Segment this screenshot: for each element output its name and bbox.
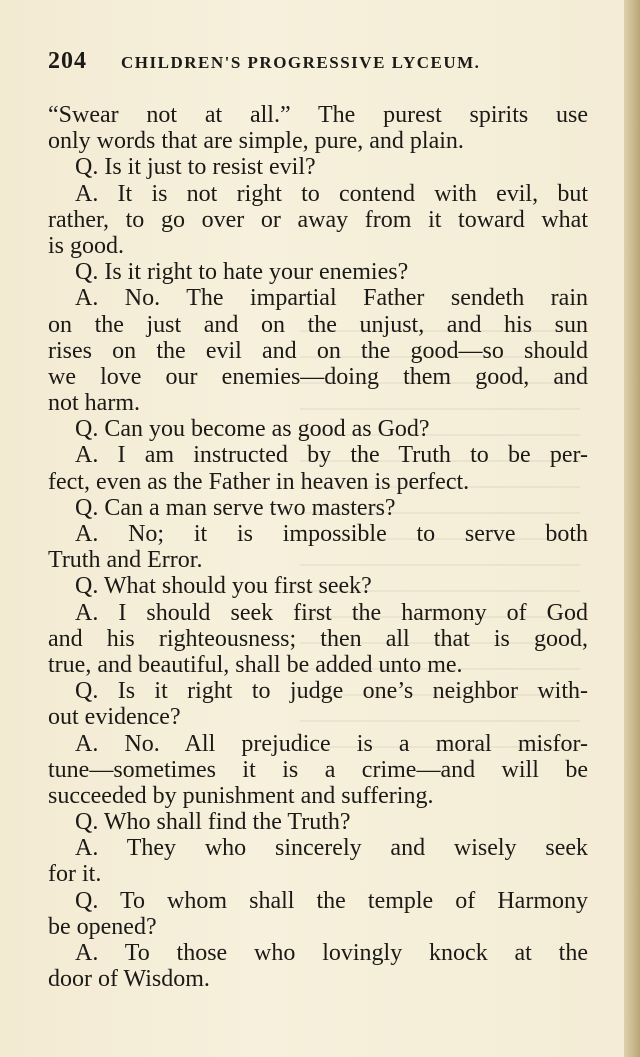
answer-line: A. No. All prejudice is a moral misfor- [75, 730, 588, 757]
text-line: rather, to go over or away from it toward what [48, 206, 588, 233]
text-line: be opened? [48, 913, 157, 940]
page-gutter-edge [624, 0, 640, 1057]
page-number: 204 [48, 48, 87, 74]
question-line: Q. What should you first seek? [75, 573, 372, 600]
question-line: Q. Can you become as good as God? [75, 416, 430, 443]
running-title: CHILDREN'S PROGRESSIVE LYCEUM. [121, 53, 481, 72]
text-line: out evidence? [48, 704, 181, 731]
text-line: we love our enemies—doing them good, and [48, 363, 588, 390]
question-line: Q. Is it right to judge one’s neighbor with- [75, 678, 588, 705]
question-line: Q. Who shall find the Truth? [75, 809, 351, 836]
text-line: succeeded by punishment and suffering. [48, 782, 434, 809]
text-line: true, and beautiful, shall be added unto me. [48, 651, 463, 678]
text-line: tune—sometimes it is a crime—and will be [48, 756, 588, 783]
text-line: fect, even as the Father in heaven is perfect. [48, 468, 470, 495]
text-line: and his righteousness; then all that is good, [48, 625, 588, 652]
text-line: not harm. [48, 390, 140, 417]
answer-line: A. To those who lovingly knock at the [75, 940, 588, 966]
text-line: only words that are simple, pure, and plain. [48, 128, 464, 155]
catechism-text [48, 102, 588, 992]
answer-line: A. No. The impartial Father sendeth rain [75, 285, 588, 312]
page-header [48, 48, 588, 88]
answer-line: A. I am instructed by the Truth to be per- [75, 442, 588, 469]
answer-line: A. No; it is impossible to serve both [75, 521, 588, 547]
answer-line: A. They who sincerely and wisely seek [75, 835, 588, 862]
text-line: is good. [48, 232, 125, 259]
question-line: Q. To whom shall the temple of Harmony [75, 887, 588, 914]
text-line: door of Wisdom. [48, 966, 210, 993]
text-line: Truth and Error. [48, 547, 203, 574]
answer-line: A. It is not right to contend with evil, but [75, 180, 588, 207]
question-line: Q. Is it just to resist evil? [75, 154, 316, 181]
text-line: “Swear not at all.” The purest spirits use [48, 102, 588, 128]
text-line: for it. [48, 861, 102, 888]
question-line: Q. Is it right to hate your enemies? [75, 259, 409, 286]
answer-line: A. I should seek first the harmony of God [75, 599, 588, 626]
text-line: rises on the evil and on the good—so should [48, 337, 588, 364]
text-line: on the just and on the unjust, and his sun [48, 311, 588, 338]
question-line: Q. Can a man serve two masters? [75, 494, 396, 521]
